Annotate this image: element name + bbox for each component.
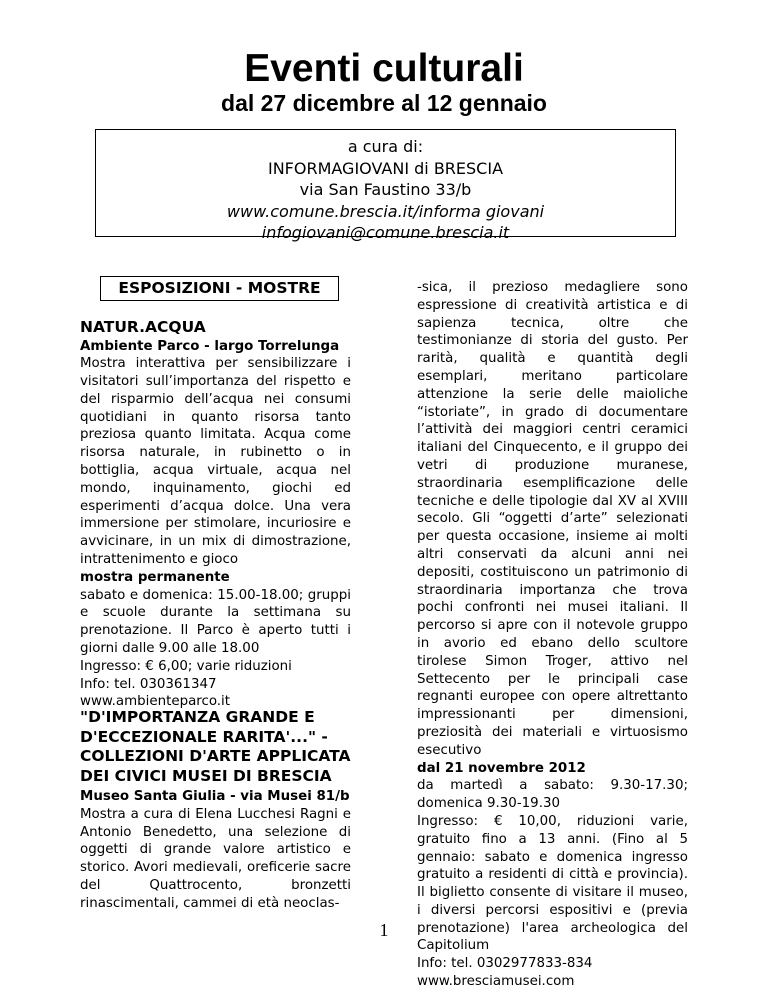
right-column — [417, 279, 688, 991]
event-info: Info: tel. 030361347 — [80, 676, 217, 692]
section-heading: ESPOSIZIONI - MOSTRE — [100, 276, 339, 301]
event-entry: Ingresso: € 10,00, riduzioni varie, gratuito fino a 13 anni. (Fino al 5 gennaio: sabato e domenica ingresso gratuito a residenti di città e provincia). Il biglietto consente di visitare il museo, i diversi percorsi espositivi e (previa prenotazione) l'area archeologica del Capitolium — [417, 813, 688, 954]
event-entry: Ingresso: € 6,00; varie riduzioni — [80, 658, 292, 674]
event-period: mostra permanente — [80, 569, 230, 585]
event-title-line: COLLEZIONI D'ARTE APPLICATA — [80, 747, 351, 765]
info-curated-by: a cura di: — [347, 137, 424, 156]
info-box — [95, 129, 676, 242]
event-title-line: D'ECCEZIONALE RARITA'..." - — [80, 727, 328, 746]
page-title: Eventi culturali — [244, 47, 524, 90]
event-schedule: sabato e domenica: 15.00-18.00; gruppi e scuole durante la settimana su prenotazione. Il Parco è aperto tutti i giorni dalle 9.00 alle 18.00 — [80, 587, 351, 657]
event-info: Info: tel. 0302977833-834 — [417, 956, 593, 972]
left-column — [80, 318, 351, 711]
event-description: Mostra a cura di Elena Lucchesi Ragni e Antonio Benedetto, una selezione di oggetti di grande valore artistico e storico. Avori medievali, oreficerie sacre del Quattrocento, bronzetti rinascimentali, cammei di età neoclas- — [80, 806, 351, 911]
event-title-line: DEI CIVICI MUSEI DI BRESCIA — [80, 766, 332, 785]
event-description: Mostra interattiva per sensibilizzare i visitatori sull’importanza del rispetto e del risparmio dell’acqua nei consumi quotidiani in quanto risorsa tanto preziosa quanto limitata. Acqua come risorsa naturale, in rubinetto o in bottiglia, acqua virtuale, acqua nel mondo, inquinamento, giochi ed esperimenti d’acqua dolce. Una vera immersione per stimolare, incuriosire e avvicinare, in un mix di dimostrazione, intrattenimento e gioco — [80, 356, 351, 568]
info-email: infogiovani@comune.brescia.it — [261, 223, 510, 242]
info-address: via San Faustino 33/b — [299, 180, 472, 199]
event-schedule: da martedì a sabato: 9.30-17.30; domenica 9.30-19.30 — [417, 778, 688, 812]
event-title: NATUR.ACQUA — [80, 318, 206, 336]
page-number: 1 — [379, 920, 389, 940]
event-website: www.ambienteparco.it — [80, 694, 231, 710]
info-website: www.comune.brescia.it/informa giovani — [226, 201, 545, 221]
page-subtitle: dal 27 dicembre al 12 gennaio — [221, 90, 547, 116]
info-organization: INFORMAGIOVANI di BRESCIA — [267, 158, 504, 178]
event-website: www.bresciamusei.com — [417, 974, 575, 990]
event-venue: Ambiente Parco - largo Torrelunga — [80, 338, 340, 354]
left-column-event2 — [80, 708, 351, 913]
event-description-continued: -sica, il prezioso medagliere sono espressione di creatività artistica e di sapienza tecnica, oltre che testimonianze di storia del gusto. Per rarità, qualità e quantità degli esemplari, meritano particolare attenzione la serie delle maioliche “istoriate”, in grado di documentare l’attività dei maggiori centri ceramici italiani del Cinquecento, e il gruppo dei vetri di produzione muranese, straordinaria esemplificazione delle tecniche e delle tipologie dal XV al XVIII secolo. Gli “oggetti d’arte” selezionati per questa occasione, insieme ai molti altri conservati da alcuni anni nei depositi, costituiscono un patrimonio di straordinaria importanza che trova pochi confronti nei musei italiani. Il percorso si apre con il notevole gruppo in avorio ed ebano dello scultore tirolese Simon Troger, attivo nel Settecento per le principali case regnanti europee con opere altrettanto impressionanti per dimensioni, preziosità dei materiali e virtuosismo esecutivo — [417, 280, 688, 758]
event-venue: Museo Santa Giulia - via Musei 81/b — [80, 789, 350, 804]
event-title-line: "D'IMPORTANZA GRANDE E — [80, 708, 315, 726]
event-period: dal 21 novembre 2012 — [417, 760, 586, 776]
